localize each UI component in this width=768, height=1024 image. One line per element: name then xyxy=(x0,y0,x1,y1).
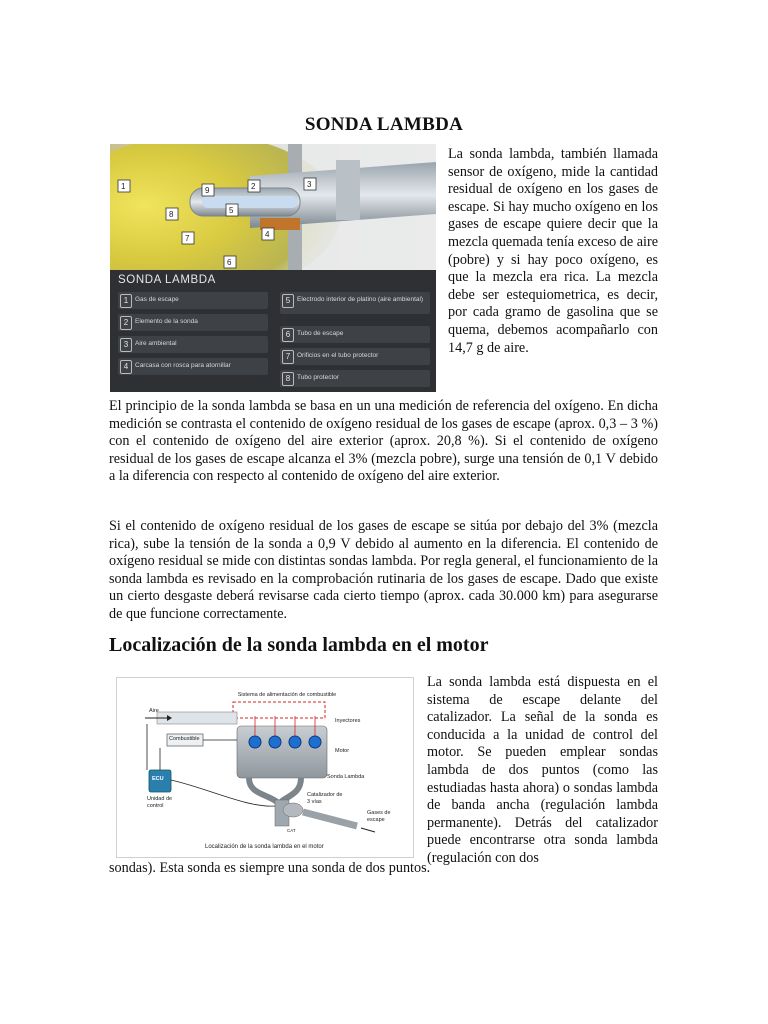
legend-label: Electrodo interior de platino (aire ambiental) xyxy=(297,296,424,303)
label-cat: CAT xyxy=(287,828,296,833)
label-control-unit: Unidad de control xyxy=(147,796,173,809)
label-sensor: Sonda Lambda xyxy=(327,774,365,780)
section-heading: Localización de la sonda lambda en el motor xyxy=(109,634,489,656)
callout-label: 3 xyxy=(307,180,312,189)
legend-item xyxy=(280,292,430,314)
legend-label: Orificios en el tubo protector xyxy=(297,352,379,359)
legend-item xyxy=(118,292,268,309)
figure-caption: Localización de la sonda lambda en el motor xyxy=(205,844,324,850)
paragraph-principle: El principio de la sonda lambda se basa en un una medición de referencia del oxígeno. En dicha medición se contrasta el contenido de oxígeno residual de los gases de escape (aprox. 0,3 – 3 %) con el contenido de oxígeno del aire exterior (aprox. 20,8 %). Si el contenido de oxígeno residual de los gases de escape alcanza el 3% (mezcla pobre), surge una tensión de 0,1 V debido a la diferencia con respecto al contenido de oxígeno del aire exterior. xyxy=(109,398,658,485)
legend-number: 3 xyxy=(120,338,132,352)
callout-label: 2 xyxy=(251,182,256,191)
label-fuel-system: Sistema de alimentación de combustible xyxy=(237,692,337,698)
label-air: Aire xyxy=(149,708,159,714)
label-engine: Motor xyxy=(335,748,350,754)
legend-item xyxy=(118,314,268,331)
legend-label: Tubo protector xyxy=(297,374,340,381)
label-injectors: Inyectores xyxy=(335,718,361,724)
legend-label: Carcasa con rosca para atornillar xyxy=(135,362,231,369)
legend-item xyxy=(118,358,268,375)
legend-number: 2 xyxy=(120,316,132,330)
callout-label: 8 xyxy=(169,210,174,219)
callout-label: 6 xyxy=(227,258,232,267)
legend-label: Elemento de la sonda xyxy=(135,318,198,325)
lambda-sensor-figure xyxy=(110,144,436,392)
legend-number: 1 xyxy=(120,294,132,308)
legend-number: 4 xyxy=(120,360,132,374)
legend-item xyxy=(280,370,430,387)
label-catalyst: Catalizador de 3 vías xyxy=(307,792,343,805)
legend-label: Aire ambiental xyxy=(135,340,177,347)
legend-item xyxy=(118,336,268,353)
paragraph-location-end: sondas). Esta sonda es siempre una sonda de dos puntos. xyxy=(109,860,431,876)
label-ecu: ECU xyxy=(152,776,164,782)
callout-label: 5 xyxy=(229,206,234,215)
paragraph-rich-mixture: Si el contenido de oxígeno residual de los gases de escape se sitúa por debajo del 3% (mezcla rica), sube la tensión de la sonda a 0,9 V debido al aumento en la diferencia. El contenido de oxígeno residual se mide con distintas sondas lambda. Por regla general, el funcionamiento de la sonda lambda es revisado en la comprobación rutinaria de los gases de escape. Dado que existe un cierto desgaste deberá revisarse cada cierto tiempo (aprox. cada 30.000 km) para asegurarse de que funcione correctamente. xyxy=(109,518,658,622)
intro-paragraph: La sonda lambda, también llamada sensor de oxígeno, mide la cantidad residual de oxígeno en los gases de escape. Si hay mucho oxígeno en los gases de escape quiere decir que la mezcla quemada tenía exceso de aire (pobre) y si hay poco oxígeno, es que la mezcla era rica. La mezcla debe ser estequiometrica, es decir, por cada gramo de gasolina que se quema, debemos acompañarlo con 14,7 g de aire. xyxy=(448,146,658,356)
legend-label: Gas de escape xyxy=(135,296,179,303)
engine-diagram-figure xyxy=(116,677,414,858)
engine-diagram xyxy=(117,678,413,857)
callout-label: 4 xyxy=(265,230,270,239)
legend-number: 5 xyxy=(282,294,294,308)
callout-label: 9 xyxy=(205,186,210,195)
label-exhaust: Gases de escape xyxy=(367,810,391,823)
callout-label: 1 xyxy=(121,182,126,191)
legend-number: 7 xyxy=(282,350,294,364)
legend-number: 6 xyxy=(282,328,294,342)
callout-label: 7 xyxy=(185,234,190,243)
paragraph-location: La sonda lambda está dispuesta en el sistema de escape delante del catalizador. La señal de la sonda es conducida a la unidad de control del motor. Se pueden emplear sondas lambda de dos puntos (como las estudiadas hasta ahora) o sondas lambda de banda ancha (regulación lambda permanente). Detrás del catalizador puede encontrarse otra sonda lambda (regulación con dos xyxy=(427,674,658,866)
label-fuel: Combustible xyxy=(169,736,200,742)
legend-number: 8 xyxy=(282,372,294,386)
legend-item xyxy=(280,326,430,343)
legend-panel xyxy=(110,270,436,392)
legend-item xyxy=(280,348,430,365)
legend-label: Tubo de escape xyxy=(297,330,344,337)
panel-title: SONDA LAMBDA xyxy=(118,274,216,286)
document-title: SONDA LAMBDA xyxy=(304,114,464,135)
